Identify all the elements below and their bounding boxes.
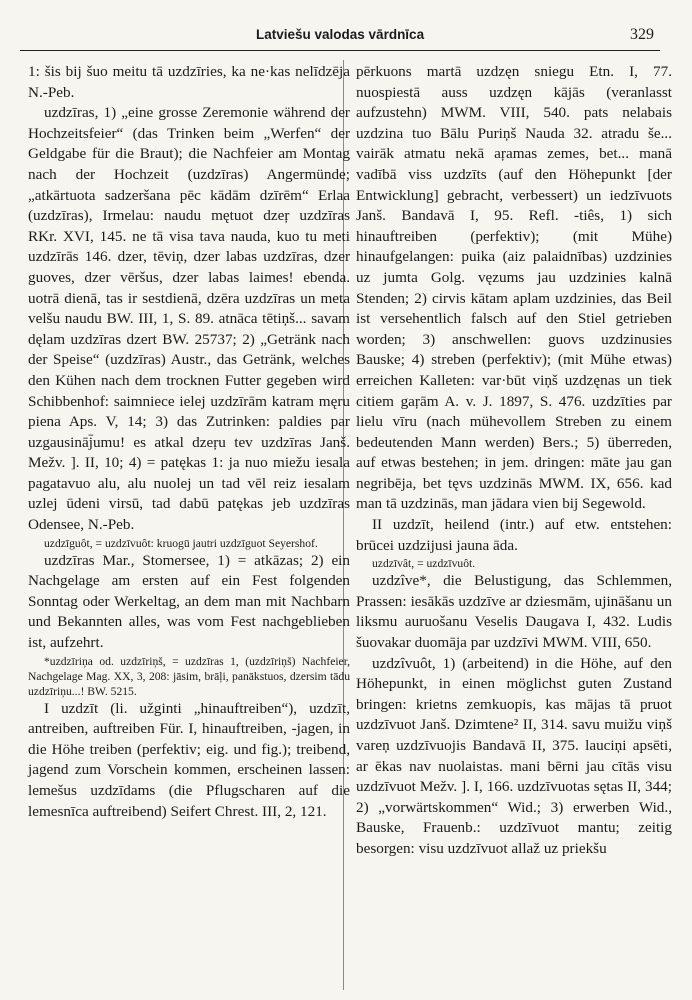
dictionary-entry: uzdzîve*, die Belustigung, das Schlemmen, Prassen: iesākās uzdzīve ar dziesmām, ujināšanu un liksmu auruošanu Veselis Daugava I, 432. Ludis šuovakar duomāja par uzdzīvi MWM. VIII, 650. xyxy=(356,572,672,652)
right-column xyxy=(356,62,672,860)
dictionary-entry: II uzdzīt, heilend (intr.) auf etw. entstehen: brūcei uzdzijusi jauna āda. xyxy=(356,516,672,554)
left-column xyxy=(28,62,350,822)
dictionary-entry: uzdzīguôt, = uzdzīvuôt: kruogū jautri uzdzīguot Seyershof. xyxy=(44,536,318,550)
dictionary-entry: pērkuons martā uzdzęn sniegu Etn. I, 77. nuospiestā auss uzdzęn kājās (veranlasst aufzustehn) MWM. VIII, 540. pats nelabais uzdzina tuo Bālu Puriņš Nauda 32. atradu še... vairāk atmatu nekā aŗamas zemes, bet... manā vadībā viss uzdzīts (auf den Höhepunkt [der Entwicklung] gebracht, verbessert) un iedzīvuots Janš. Bandavā I, 95. Refl. -tiês, 1) sich hinauftreiben (perfektiv); (mit Mühe) hinaufgelangen: puika (aiz palaidnības) uzdzinies uz jumta Golg. vęzums jau uzdzinies kalnā Stenden; 2) cirvis kātam aplam uzdzinies, das Beil ist versehentlich falsch auf den Stiel getrieben worden; 3) anschwellen: guovs uzdzinusies Bauske; 4) streben (perfektiv); (mit Mühe etwas) erreichen Kalleten: var·būt viņš uzdzęnas un tiek citiem gaŗām A. v. J. 1897, S. 476. uzdzīties par lielu vīru (nach mühevollem Streben zu einem bedeutenden Mann werden) Bers.; 5) überreden, auf etwas bestehen; in jem. dringen: māte jau gan negribēja, bet tęvs uzdzinās MWM. IX, 656. kad man tā uzdzinās, man jādara vien bij Segewold. xyxy=(356,63,672,513)
dictionary-entry: uzdzīras, 1) „eine grosse Zeremonie während der Hochzeitsfeier“ (das Trinken beim „Werfen“ der Geldgabe für die Braut); die Nachfeier am Montag nach der Hochzeit (uzdzīras) Angermünde; „atkārtuota sadzeršana pēc kādām dzīrēm“ Erlaa (uzdzīras), Irmelau: naudu mętuot dzeŗ uzdzīras RKr. XVI, 145. ne tā visa tava nauda, kuo tu meti uzdzīrās 146. dzer, tēviņ, dzer labas uzdzīras, dzer guoves, dzer vēršus, dzer labas laimes! ebenda. uotrā dienā, tas ir sestdienā, dzēra uzdzīras un meta velšu naudu BW. III, 1, S. 89. atnāca tētiņš... savam dęlam uzdzīras dzert BW. 25737; 2) „Getränk nach der Speise“ (uzdzīras) Austr., das Getränk, welches den Kühen nach dem trocknen Futter gegeben wird Schibbenhof: saimniece ielej uzdzīrām katram męru piena Aps. V, 14; 3) das Zutrinken: paldies par uzgausināj̄umu! es atkal dzeŗu tev uzdzīras Janš. Mežv. ]. II, 10; 4) = patękas 1: ja nuo miežu iesala pagatavuo alu, alu nuolej un tad vēl reiz iesalam uzlej ūdeni virsū, tad dabū patękas jeb uzdzīras Odensee, N.-Peb. xyxy=(28,104,350,534)
dictionary-entry: 1: šis bij šuo meitu tā uzdzīries, ka ne·kas nelīdzēja N.-Peb. xyxy=(28,63,350,101)
running-title: Latviešu valodas vārdnīca xyxy=(256,27,425,42)
dictionary-entry: uzdzīvât, = uzdzīvuôt. xyxy=(372,557,476,571)
dictionary-entry: uzdzīras Mar., Stomersee, 1) = atkāzas; 2) ein Nachgelage am ersten auf ein Fest folgenden Sonntag oder Werkeltag, an dem man mit Nachbarn und Bekannten alles, was vom Fest nachgeblieben ist, aufzehrt. xyxy=(28,551,350,652)
page-header xyxy=(20,26,660,51)
dictionary-entry: uzdzîvuôt, 1) (arbeitend) in die Höhe, auf den Höhepunkt, in einen möglichst guten Zustand bringen: krietns zemkuopis, kas mājas tā pruot uzdzīvuot Janš. Dzimtene² II, 314. savu muižu viņš vareņ uzdzīvuojis Bandavā II, 375. lauciņi apsēti, ar ēkas nav nuolaistas. mani bērni jau cītās visu uzdzīvuot Mežv. ]. I, 166. uzdzīvuotas sętas II, 344; 2) „vorwärtskommen“ Wid.; 3) erwerben Wid., Bauske, Frauenb.: uzdzīvuot mantu; zeitig besorgen: visu uzdzīvuot allaž uz priekšu xyxy=(356,654,672,857)
dictionary-entry: *uzdzīriņa od. uzdzīriņš, = uzdzīras 1, (uzdzīriņš) Nachfeier, Nachgelage Mag. XX, 3, 208: jāsim, brāļi, panākstuos, dzersim tādu uzdzīriņu...! BW. 5215. xyxy=(28,654,350,698)
page-number: 329 xyxy=(630,26,654,43)
dictionary-entry: I uzdzīt (li. užginti „hinauftreiben“), uzdzīt, antreiben, auftreiben Für. I, hinauftreiben, -jagen, in die Höhe treiben (perfektiv; eig. und fig.); treibend, jagend zum Vorschein kommen, erscheinen lassen: lemešus uzdzīdams (die Pflugscharen auf die lemesnīca auftreibend) Seifert Chrest. III, 2, 121. xyxy=(28,699,350,820)
